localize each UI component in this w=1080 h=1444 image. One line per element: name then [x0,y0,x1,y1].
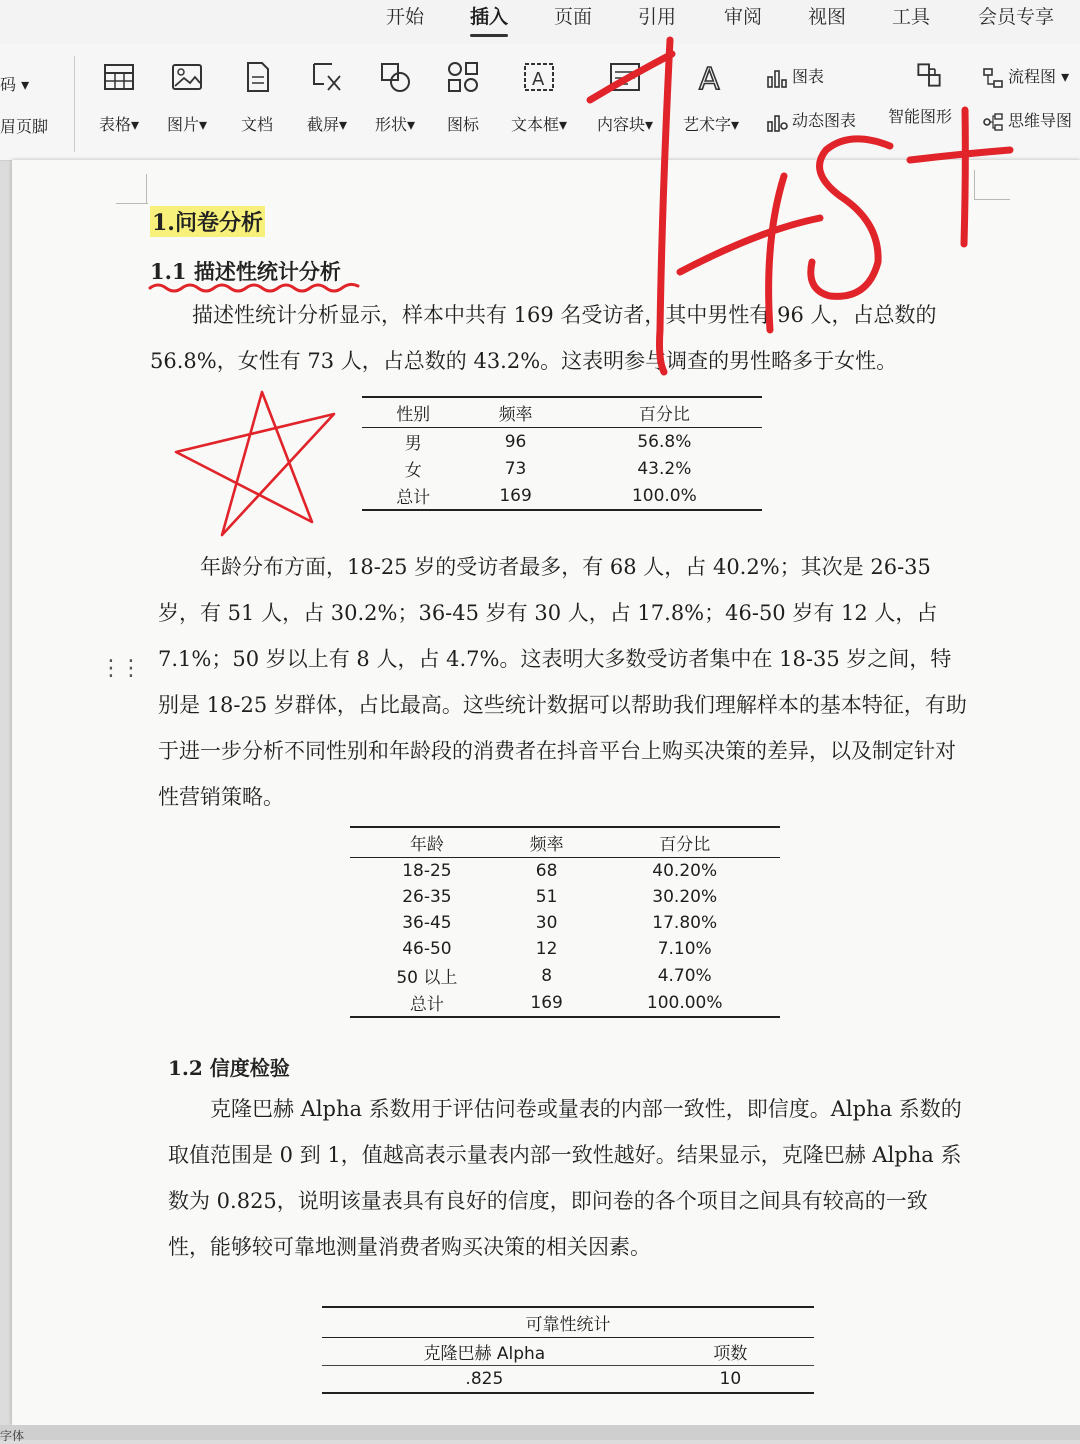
toolbar-left-cut-top[interactable]: 码 ▾ [0,75,30,94]
screenshot-label: 截屏 [306,115,339,134]
menu-tools[interactable]: 工具 [892,6,931,28]
menu-review[interactable]: 审阅 [724,6,763,28]
smart-graphic-label: 智能图形 [888,107,953,126]
handwriting-stroke-5 [910,110,1010,244]
table-cell: 4.70% [657,965,712,986]
table-header: 百分比 [589,827,780,858]
table-cell: 10 [647,1366,814,1394]
shape-button[interactable]: 形状▾ [360,60,430,135]
document-label: 文档 [240,115,273,134]
content-block-button[interactable]: 内容块▾ [590,60,660,135]
svg-text:A: A [699,62,720,94]
table-cell: 46-50 [402,939,452,959]
table-cell: 73 [504,458,527,479]
table-cell: 36-45 [402,913,452,933]
table-cell: 100.0% [567,482,762,510]
menu-view[interactable]: 视图 [808,6,847,28]
table-cell: 26-35 [402,887,452,907]
menu-start[interactable]: 开始 [386,6,425,28]
table-cell: 30.20% [652,887,718,907]
menu-reference[interactable]: 引用 [638,6,677,28]
table-header: 年龄 [350,827,504,858]
svg-text:A: A [532,69,545,90]
picture-button[interactable]: 图片▾ [152,60,222,135]
table-cell: 56.8% [637,431,692,452]
wordart-label: 艺术字 [682,115,731,134]
paragraph-reliability: 克隆巴赫 Alpha 系数用于评估问卷或量表的内部一致性，即信度。Alpha 系数的取值范围是 0 到 1，值越高表示量表内部一致性越好。结果显示，克隆巴赫 Alpha 系数为 0.825，说明该量表具有良好的信度，即问卷的各个项目之间具有较高的一致性，能够较可靠地测量消费者购买决策的相关因素。 [168,1097,962,1259]
heading-reliability-test: 1.2 信度检验 [168,1056,290,1080]
table-cell: 96 [504,431,527,452]
mindmap-label: 思维导图 [1008,111,1073,130]
table-cell: 8 [541,965,553,986]
paragraph-drag-handle[interactable]: ⋮⋮ [100,656,140,681]
menu-insert[interactable]: 插入 [470,2,508,29]
screenshot-button[interactable]: 截屏▾ [292,60,362,135]
wordart-button[interactable]: A 艺术字▾ [682,62,740,134]
table-header: 百分比 [567,397,762,428]
heading-descriptive-stats: 1.1 描述性统计分析 [150,259,341,284]
table-cell: 51 [535,887,558,907]
table-cell: 7.10% [657,939,712,959]
flowchart-label: 流程图 [1008,67,1057,86]
table-cell: 30 [535,913,558,933]
content-block-label: 内容块 [596,115,645,134]
dynamic-chart-label: 动态图表 [792,111,857,130]
table-button[interactable]: 表格▾ [84,60,154,135]
handwriting-stroke-2 [660,40,671,372]
icons-label: 图标 [446,115,479,134]
handwriting-stroke-1 [590,54,672,100]
table-cell: 男 [404,434,422,454]
table-cell: 68 [535,861,558,881]
table-cell: 40.20% [652,861,718,881]
table-cell: .825 [322,1366,647,1394]
table-cell: 12 [535,939,558,959]
table-header: 频率 [504,827,590,858]
paragraph-gender: 描述性统计分析显示，样本中共有 169 名受访者，其中男性有 96 人，占总数的 56.8%，女性有 73 人，占总数的 43.2%。这表明参与调查的男性略多于女性。 [150,303,937,373]
handwriting-stroke-3 [680,176,820,330]
table-header: 频率 [464,397,566,428]
textbox-label: 文本框 [510,115,559,134]
table-cell: 100.00% [589,989,780,1017]
picture-label: 图片 [166,115,199,134]
chart-label: 图表 [792,67,825,86]
table-cell: 17.80% [652,913,718,933]
table-cell: 169 [504,989,590,1017]
shape-label: 形状 [374,115,407,134]
table-cell: 18-25 [402,861,452,881]
table-header: 克隆巴赫 Alpha [322,1338,647,1366]
status-text: 字体 [0,1429,25,1443]
table-cell: 总计 [362,482,464,510]
hand-drawn-star [176,392,334,535]
table-cell: 女 [404,461,422,481]
menu-member[interactable]: 会员专享 [978,6,1055,28]
table-cell: 43.2% [637,458,692,479]
table-cell: 169 [464,482,566,510]
heading-questionnaire-analysis: 1.问卷分析 [150,206,265,237]
red-underline-squiggle [150,284,358,291]
flowchart-button[interactable]: 流程图 ▾ [982,64,1069,89]
paragraph-age: 年龄分布方面，18-25 岁的受访者最多，有 68 人，占 40.2%；其次是 26-35 岁，有 51 人，占 30.2%；36-45 岁有 30 人，占 17.8%；46-50 岁有 12 人，占 7.1%；50 岁以上有 8 人，占 4.7%。这表明大多数受访者集中在 18-35 岁之间，特别是 18-25 岁群体，占比最高。这些统计数据可以帮助我们理解样本的基本特征，有助于进一步分析不同性别和年龄段的消费者在抖音平台上购买决策的差异，以及制定针对性营销策略。 [158,555,967,809]
table-cell: 50 以上 [396,968,458,988]
table-header: 性别 [362,397,464,428]
table-title: 可靠性统计 [322,1307,814,1338]
table-header: 项数 [647,1338,814,1366]
table-cell: 总计 [350,989,504,1017]
table-label: 表格 [98,115,131,134]
menu-page[interactable]: 页面 [554,6,593,28]
textbox-button[interactable]: A 文本框▾ [504,60,574,135]
header-footer-button[interactable]: 眉页脚 [0,117,49,136]
